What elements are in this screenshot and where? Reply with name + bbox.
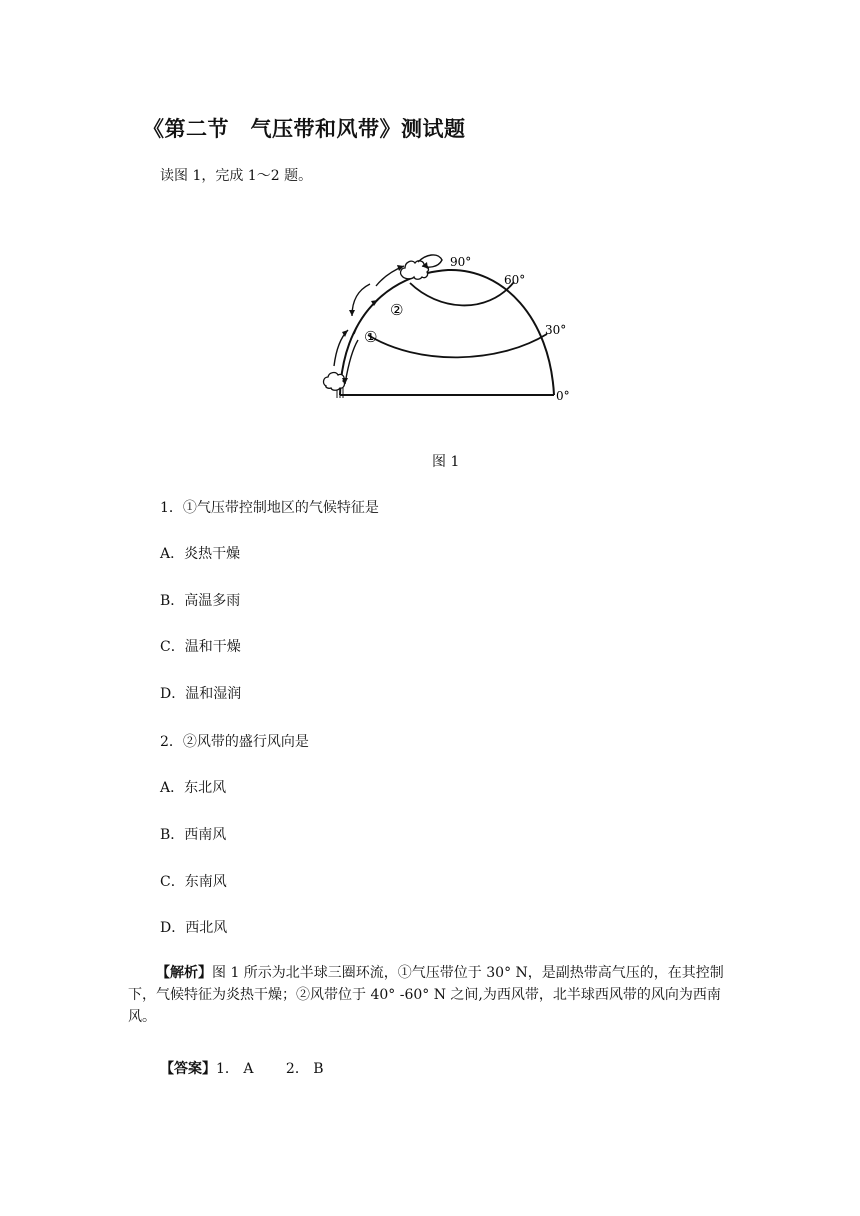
label-60: 60° [504, 273, 526, 287]
analysis-text: 图 1 所示为北半球三圈环流，①气压带位于 30° N，是副热带高气压的，在其控制下，气候特征为炎热干燥；②风带位于 40° -60° N 之间,为西风带，北半球西风带的风向为西南风。 [128, 965, 724, 1025]
three-cell-circulation-diagram [318, 238, 578, 413]
analysis-label: 【解析】 [156, 965, 212, 981]
question-1-option-d: D．温和湿润 [160, 686, 242, 702]
intro-text: 读图 1，完成 1～2 题。 [160, 168, 313, 184]
answer-text: 1． A 2． B [216, 1061, 324, 1077]
question-1-option-a: A．炎热干燥 [160, 546, 241, 562]
arrowheads [342, 262, 428, 384]
lat-60-line [410, 282, 514, 305]
label-30: 30° [545, 323, 567, 337]
question-2-stem: 2．②风带的盛行风向是 [160, 734, 309, 750]
answer-line [160, 1058, 324, 1078]
question-2-option-a: A．东北风 [160, 780, 227, 796]
question-1-option-c: C．温和干燥 [160, 639, 241, 655]
question-1-option-b: B．高温多雨 [160, 593, 241, 609]
figure-caption: 图 1 [432, 454, 460, 470]
answer-label: 【答案】 [160, 1061, 216, 1077]
cloud-icon [324, 261, 429, 390]
question-2-option-d: D．西北风 [160, 920, 228, 936]
label-90: 90° [450, 255, 472, 269]
question-1-stem: 1．①气压带控制地区的气候特征是 [160, 500, 379, 516]
lat-30-line [368, 334, 547, 357]
label-0: 0° [556, 389, 570, 403]
question-2-option-b: B．西南风 [160, 827, 227, 843]
question-2-option-c: C．东南风 [160, 874, 227, 890]
label-circled-2: ② [390, 301, 404, 319]
label-circled-1: ① [364, 328, 378, 346]
page-title: 《第二节 气压带和风带》测试题 [143, 117, 466, 141]
analysis-paragraph [128, 962, 728, 1028]
